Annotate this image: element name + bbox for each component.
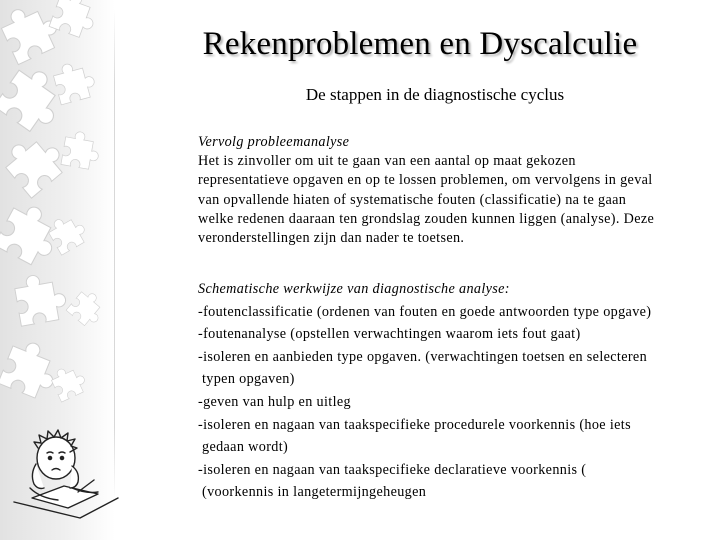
list-item-continuation: (voorkennis in langetermijngeheugen	[202, 484, 427, 501]
list-item: -foutenclassificatie (ordenen van fouten en goede antwoorden type opgave)	[198, 303, 652, 320]
section-heading: Schematische werkwijze van diagnostische analyse:	[198, 281, 510, 297]
paragraph-line: representatieve opgaven en op te lossen problemen, om vervolgens in geval	[198, 172, 653, 189]
list-item-continuation: gedaan wordt)	[202, 439, 289, 456]
paragraph-line: welke redenen daaraan ten grondslag zouden kunnen liggen (analyse). Deze	[198, 210, 655, 227]
slide-title: Rekenproblemen en Dyscalculie	[202, 26, 638, 62]
paragraph-line: Het is zinvoller om uit te gaan van een aantal op maat gekozen	[198, 153, 576, 170]
paragraph-line: veronderstellingen zijn dan nader te toetsen.	[198, 230, 465, 247]
paragraph-line: van opvallende hiaten of systematische fouten (classificatie) na te gaan	[198, 191, 627, 208]
list-item: -geven van hulp en uitleg	[198, 393, 351, 410]
thinking-student-icon	[10, 418, 120, 526]
list-item: -isoleren en nagaan van taakspecifieke declaratieve voorkennis (	[198, 461, 587, 478]
list-item: -isoleren en nagaan van taakspecifieke procedurele voorkennis (hoe iets	[198, 416, 631, 433]
problem-analysis-section	[198, 133, 698, 248]
list-item-continuation: typen opgaven)	[202, 371, 295, 388]
list-item: -isoleren en aanbieden type opgaven. (verwachtingen toetsen en selecteren	[198, 348, 648, 365]
slide-subtitle: De stappen in de diagnostische cyclus	[305, 85, 565, 104]
section-heading: Vervolg probleemanalyse	[198, 134, 350, 150]
list-item: -foutenanalyse (opstellen verwachtingen waarom iets fout gaat)	[198, 326, 581, 343]
diagnostic-method-section	[198, 278, 698, 504]
